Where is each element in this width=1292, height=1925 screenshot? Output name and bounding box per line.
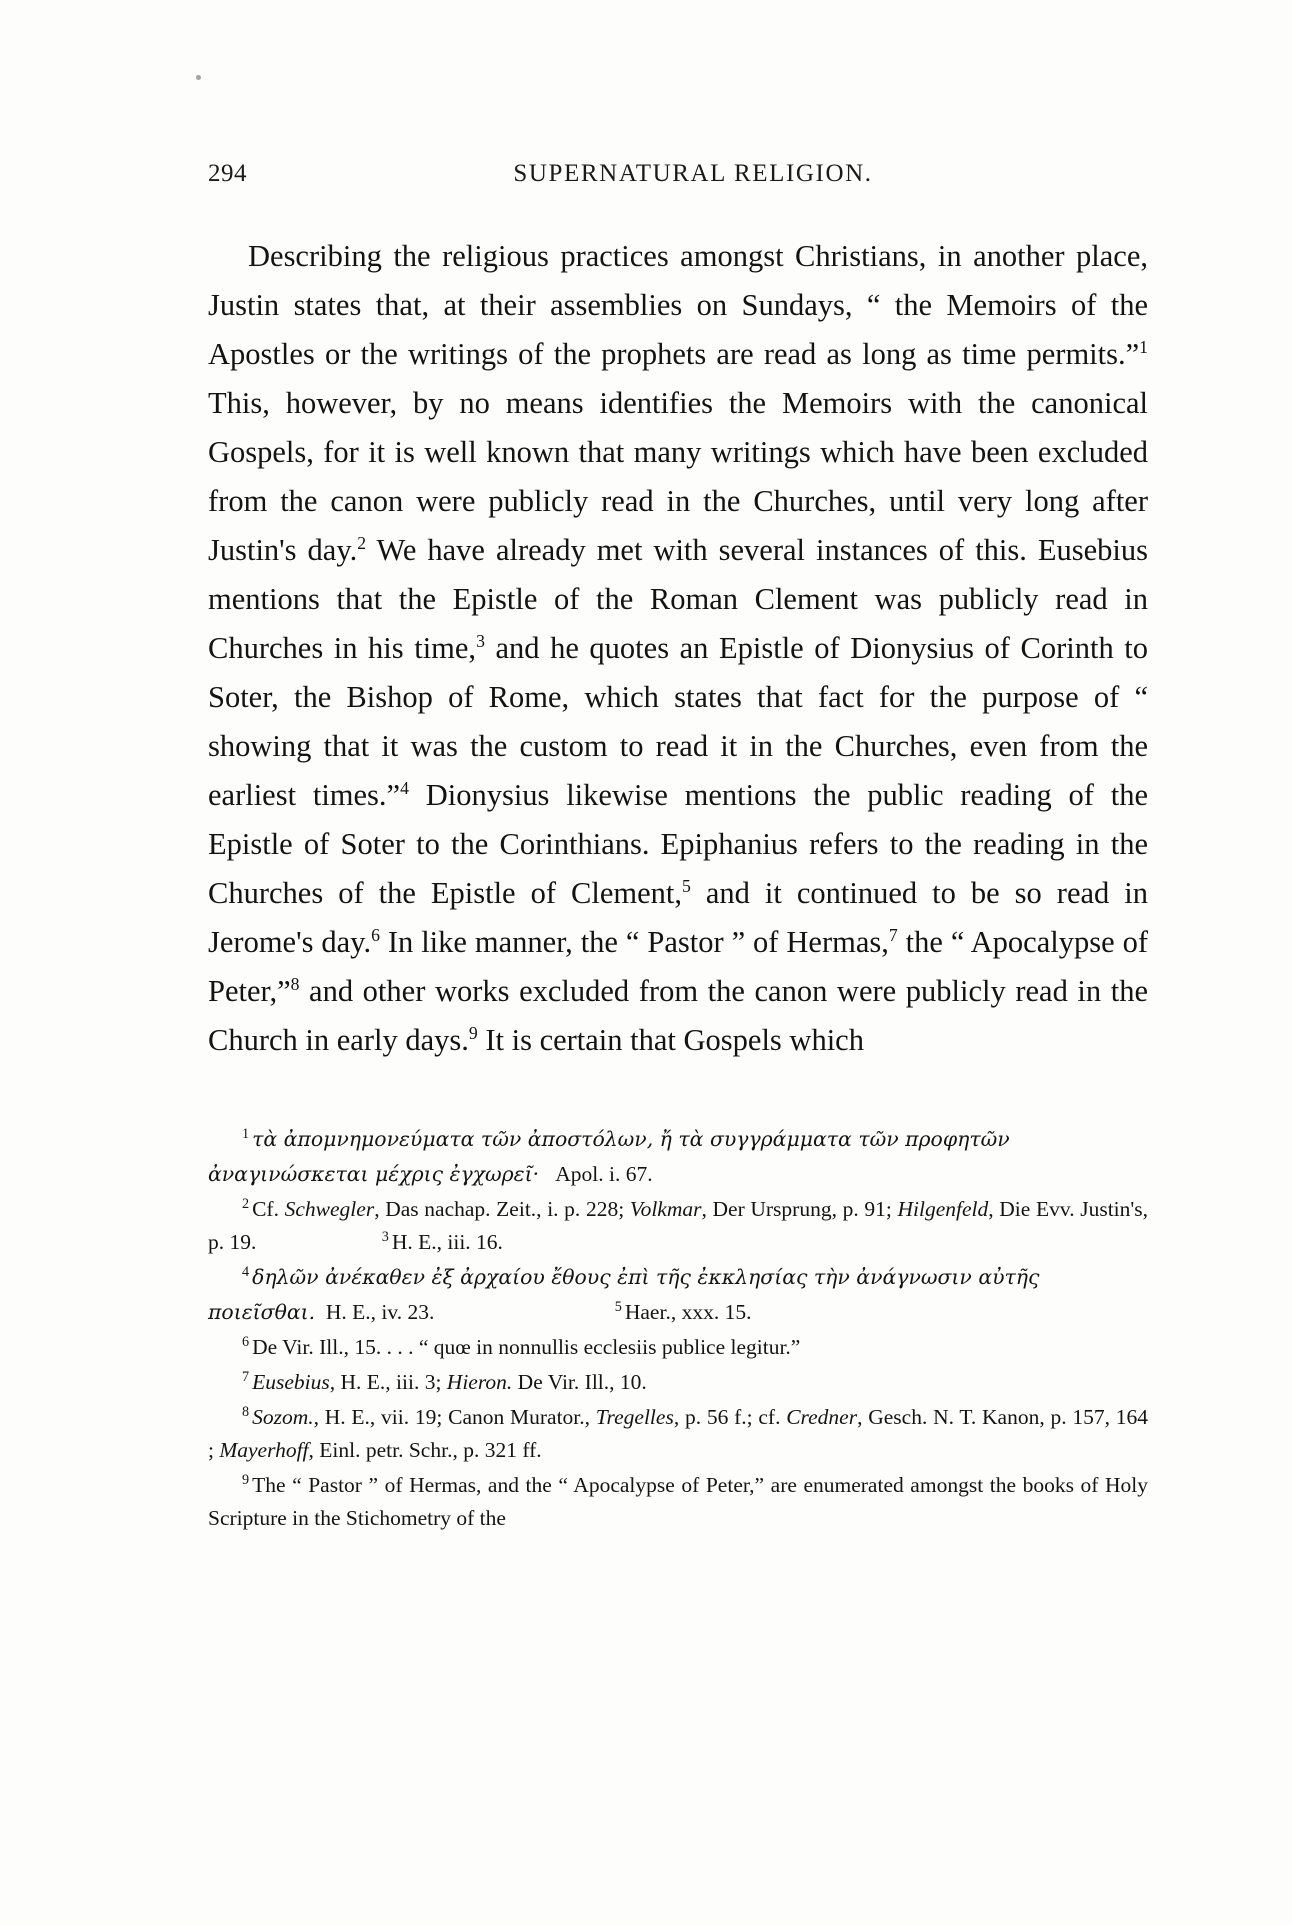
footnote-text: , H. E., vii. 19; Canon Murator.,	[313, 1405, 596, 1429]
footnote-marker: 6	[242, 1333, 250, 1350]
footnote-greek-line-2: ποιεῖσθαι.	[208, 1300, 316, 1324]
footnote-marker: 8	[242, 1403, 250, 1420]
footnote-4	[208, 1261, 1148, 1294]
page-speck	[196, 75, 201, 80]
footnote-ref-5: 5	[682, 875, 691, 896]
body-text	[208, 232, 1148, 1065]
paragraph-segment-1: Describing the religious practices amongst Christians, in another place, Justin states that, at their assemblies on Sundays, “ the Memoirs of the Apostles or the writings of the prophets are read as long as time permits.”	[208, 239, 1148, 371]
footnote-greek-line-1: δηλῶν ἀνέκαθεν ἐξ ἀρχαίου ἔθους ἐπὶ τῆς ἐκκλησίας τὴν ἀνάγνωσιν αὐτῆς	[252, 1265, 1040, 1289]
footnote-text: , Einl. petr. Schr., p. 321 ff.	[308, 1438, 542, 1462]
footnote-text: H. E., iii. 16.	[391, 1230, 503, 1254]
footnote-text: The “ Pastor ” of Hermas, and the “ Apocalypse of Peter,” are enumerated amongst the books of Holy Scripture in the Stichometry of the	[208, 1473, 1148, 1530]
footnote-2	[208, 1193, 1148, 1259]
footnote-text: , Das nachap. Zeit., i. p. 228;	[374, 1197, 630, 1221]
footnote-author: Schwegler	[284, 1197, 375, 1221]
paragraph-segment-6: and it continued to be so read in Jerome's day.	[208, 876, 1149, 959]
footnote-8	[208, 1401, 1148, 1467]
footnote-author: Hieron.	[446, 1370, 513, 1394]
footnote-author: Credner	[786, 1405, 858, 1429]
footnote-1-cont	[208, 1158, 1148, 1191]
paragraph-segment-5: Dionysius likewise mentions the public reading of the Epistle of Soter to the Corinthians. Epiphanius refers to the reading in the Churches of the Epistle of Clement,	[208, 778, 1148, 910]
footnote-text: , Gesch. N. T. Kanon, p. 157, 164 ;	[208, 1405, 1148, 1462]
footnote-tail: Apol. i. 67.	[555, 1162, 653, 1186]
page-number: 294	[208, 160, 247, 187]
footnote-7	[208, 1366, 1148, 1399]
footnote-text: , Der Ursprung, p. 91;	[701, 1197, 898, 1221]
paragraph-segment-10: It is certain that Gospels which	[477, 1023, 864, 1057]
footnote-ref-8: 8	[290, 973, 300, 994]
running-head: SUPERNATURAL RELIGION.	[513, 160, 873, 187]
footnote-text: De Vir. Ill., 15. . . . “ quœ in nonnullis ecclesiis publice legitur.”	[252, 1335, 801, 1359]
footnote-ref-3: 3	[476, 630, 485, 651]
footnote-ref-9: 9	[468, 1022, 478, 1043]
footnote-author: Mayerhoff	[219, 1438, 309, 1462]
footnote-marker: 7	[242, 1368, 250, 1385]
footnote-6	[208, 1331, 1148, 1364]
page-header	[208, 160, 1148, 188]
paragraph-segment-3: We have already met with several instances of this. Eusebius mentions that the Epistle of the Roman Clement was publicly read in Churches in his time,	[208, 533, 1149, 665]
footnote-ref-7: 7	[888, 924, 898, 945]
footnote-author: Tregelles	[595, 1405, 674, 1429]
footnote-author: Volkmar	[629, 1197, 702, 1221]
footnote-author: Hilgenfeld	[897, 1197, 989, 1221]
paragraph-segment-4: and he quotes an Epistle of Dionysius of Corinth to Soter, the Bishop of Rome, which states that fact for the purpose of “ showing that it was the custom to read it in the Churches, even from the earliest times.”	[208, 631, 1148, 812]
page-content	[208, 160, 1148, 1537]
footnote-text: , H. E., iii. 3;	[329, 1370, 447, 1394]
footnote-greek-line-2: ἀναγινώσκεται μέχρις ἐγχωρεῖ·	[208, 1162, 540, 1186]
footnote-ref-4: 4	[400, 777, 409, 798]
footnote-ref-2: 2	[357, 532, 367, 553]
footnote-marker: 9	[242, 1471, 250, 1488]
footnote-marker: 1	[242, 1125, 250, 1142]
footnotes	[208, 1123, 1148, 1535]
paragraph-segment-2: This, however, by no means identifies the Memoirs with the canonical Gospels, for it is well known that many writings which have been excluded from the canon were publicly read in the Churches, until very long after Justin's day.	[208, 386, 1148, 567]
footnote-9	[208, 1469, 1148, 1535]
footnote-author: Sozom.	[252, 1405, 314, 1429]
footnote-text: Cf.	[252, 1197, 285, 1221]
footnote-ref-6: 6	[371, 924, 380, 945]
footnote-4-cont	[208, 1296, 1148, 1329]
footnote-author: Eusebius	[252, 1370, 330, 1394]
footnote-greek-line-1: τὰ ἀπομνημονεύματα τῶν ἀποστόλων, ἤ τὰ συγγράμματα τῶν προφητῶν	[252, 1127, 1010, 1151]
footnote-text: De Vir. Ill., 10.	[512, 1370, 647, 1394]
footnote-text: , p. 56 f.; cf.	[673, 1405, 787, 1429]
footnote-marker: 3	[381, 1228, 389, 1245]
footnote-1	[208, 1123, 1148, 1156]
footnote-ref-1: 1	[1139, 336, 1148, 357]
paragraph-segment-9: and other works excluded from the canon were publicly read in the Church in early days.	[208, 974, 1148, 1057]
footnote-text: Haer., xxx. 15.	[624, 1300, 752, 1324]
paragraph-segment-7: In like manner, the “ Pastor ” of Hermas,	[379, 925, 889, 959]
footnote-marker: 2	[242, 1195, 250, 1212]
footnote-text: , Die Evv. Justin's, p. 19.	[208, 1197, 1149, 1254]
footnote-tail: H. E., iv. 23.	[325, 1300, 435, 1324]
paragraph-segment-8: the “ Apocalypse of Peter,”	[208, 925, 1148, 1008]
paragraph	[208, 232, 1148, 1065]
footnote-marker: 5	[614, 1298, 622, 1315]
footnote-marker: 4	[242, 1263, 250, 1280]
